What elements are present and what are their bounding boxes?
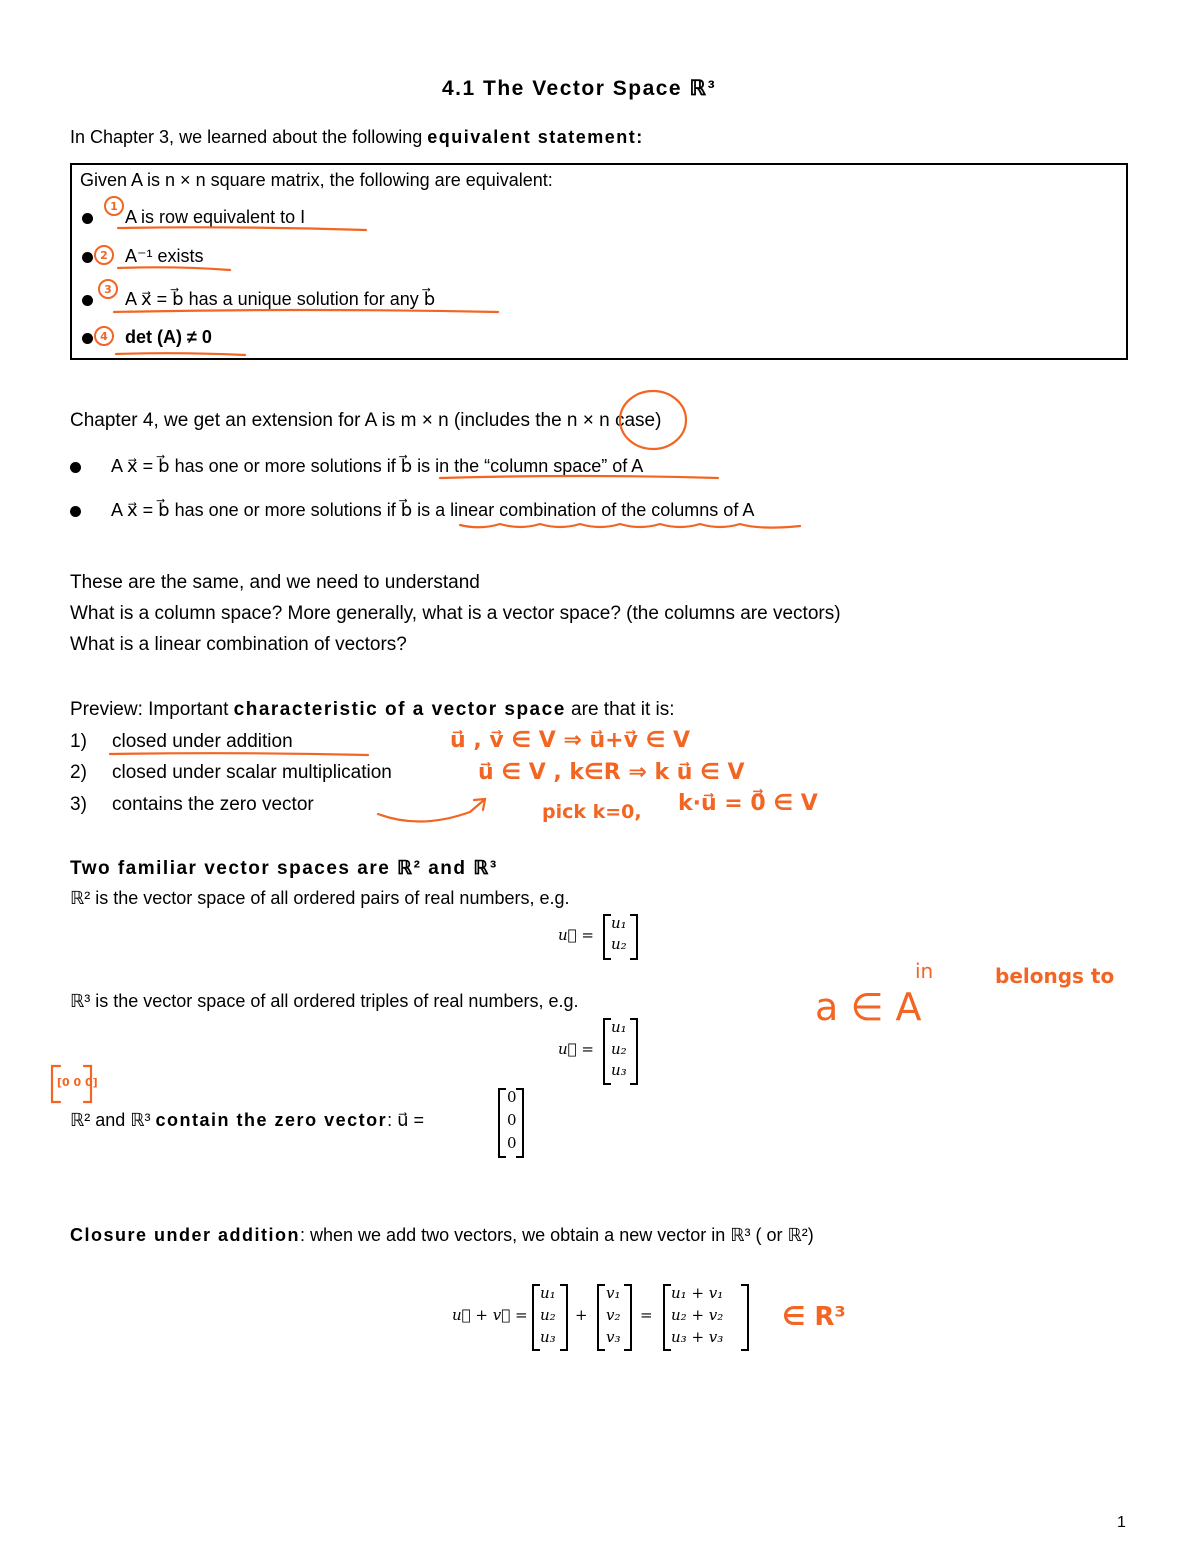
question-line: What is a column space? More generally, what is a vector space? (the columns are vectors) — [70, 603, 841, 624]
closure-line: Closure under addition: when we add two vectors, we obtain a new vector in ℝ³ ( or ℝ²) — [70, 1225, 814, 1245]
handwritten-in: in — [915, 959, 934, 983]
matrix-entry: u₃ — [611, 1061, 627, 1079]
matrix-entry: u₁ — [611, 914, 627, 932]
bracket-mark — [84, 1066, 91, 1102]
preview-suffix: are that it is: — [565, 699, 675, 720]
matrix-bracket-left — [603, 914, 611, 960]
bracket-mark — [52, 1066, 60, 1102]
handwritten-belongs-to: belongs to — [995, 964, 1115, 988]
bullet-icon — [82, 252, 93, 263]
matrix-bracket-right — [741, 1284, 749, 1351]
matrix-entry: u₂ — [611, 1040, 627, 1058]
box-heading: Given A is n × n square matrix, the following are equivalent: — [80, 170, 553, 190]
bullet-icon — [82, 333, 93, 344]
page-title: 4.1 The Vector Space ℝ³ — [442, 77, 717, 100]
matrix-entry: v₂ — [606, 1306, 621, 1324]
r2-text: ℝ² is the vector space of all ordered pairs of real numbers, e.g. — [70, 888, 570, 908]
circled-number: 3 — [104, 283, 112, 296]
bullet-icon — [82, 295, 93, 306]
matrix-bracket-left — [663, 1284, 671, 1351]
equivalence-box — [70, 163, 1128, 360]
plus-sign: + — [575, 1306, 588, 1324]
r3-text: ℝ³ is the vector space of all ordered triples of real numbers, e.g. — [70, 991, 579, 1011]
bullet-icon — [70, 506, 81, 517]
question-line: What is a linear combination of vectors? — [70, 634, 407, 655]
handwritten-zero-note: [0 0 0] — [57, 1076, 98, 1089]
handwritten-a-in-A: a ∈ A — [815, 985, 922, 1029]
question-line: These are the same, and we need to understand — [70, 572, 480, 593]
preview-bold: characteristic of a vector space — [233, 699, 566, 720]
matrix-entry: u₂ + v₂ — [671, 1306, 724, 1324]
chapter4-heading: Chapter 4, we get an extension for A is m × n (includes the n × n case) — [70, 410, 662, 431]
matrix-entry: 0 — [507, 1134, 517, 1152]
chapter4-bullet: A x⃗ = b⃗ has one or more solutions if b⃗ is in the “column space” of A — [70, 456, 643, 477]
u-label: u⃗ = — [558, 1040, 594, 1058]
matrix-bracket-right — [630, 914, 638, 960]
matrix-entry: u₂ — [540, 1306, 556, 1324]
zero-vector-line: ℝ² and ℝ³ contain the zero vector: u⃗ = — [70, 1110, 425, 1130]
matrix-bracket-right — [630, 1018, 638, 1085]
preview-item: 1) closed under addition — [70, 731, 293, 752]
matrix-entry: u₃ — [540, 1328, 556, 1346]
matrix-entry: 0 — [507, 1111, 517, 1129]
handwritten-pick-k: pick k=0, — [542, 801, 642, 823]
intro-bold: equivalent statement: — [427, 127, 644, 147]
bullet-icon — [70, 462, 81, 473]
closure-lhs: u⃗ + v⃗ = — [452, 1306, 528, 1324]
bullet-icon — [82, 213, 93, 224]
handwritten-in-r3: ∈ R³ — [782, 1302, 846, 1332]
handwritten-zero-rule: k·u⃗ = 0⃗ ∈ V — [678, 791, 818, 816]
familiar-heading: Two familiar vector spaces are ℝ² and ℝ³ — [70, 858, 498, 879]
matrix-entry: u₂ — [611, 935, 627, 953]
arrow-mark — [378, 800, 484, 822]
page-number: 1 — [1117, 1514, 1126, 1531]
matrix-bracket-left — [532, 1284, 540, 1351]
matrix-entry: u₁ — [611, 1018, 627, 1036]
box-item: det (A) ≠ 0 — [82, 327, 212, 348]
matrix-bracket-left — [603, 1018, 611, 1085]
matrix-entry: u₁ — [540, 1284, 556, 1302]
matrix-entry: u₁ + v₁ — [671, 1284, 724, 1302]
matrix-bracket-left — [498, 1088, 506, 1158]
matrix-bracket-left — [597, 1284, 605, 1351]
preview-item: 2) closed under scalar multiplication — [70, 762, 392, 783]
u-label: u⃗ = — [558, 926, 594, 944]
chapter4-bullet: A x⃗ = b⃗ has one or more solutions if b⃗ is a linear combination of the columns of A — [70, 500, 754, 521]
squiggle-mark — [460, 524, 800, 528]
matrix-entry: u₃ + v₃ — [671, 1328, 724, 1346]
circled-number: 1 — [110, 200, 118, 213]
intro-line — [70, 127, 644, 148]
box-item: A⁻¹ exists — [82, 246, 204, 267]
underline-mark — [110, 753, 368, 755]
handwritten-addition-rule: u⃗ , v⃗ ∈ V ⇒ u⃗+v⃗ ∈ V — [450, 728, 691, 753]
box-item: A is row equivalent to I — [82, 207, 305, 228]
intro-prefix: In Chapter 3, we learned about the following — [70, 127, 428, 147]
matrix-entry: v₁ — [606, 1284, 621, 1302]
arrow-head — [474, 799, 485, 810]
preview-item: 3) contains the zero vector — [70, 794, 314, 815]
matrix-bracket-right — [624, 1284, 632, 1351]
handwritten-scalar-rule: u⃗ ∈ V , k∈R ⇒ k u⃗ ∈ V — [478, 760, 745, 785]
circled-number: 4 — [100, 330, 108, 343]
matrix-bracket-right — [516, 1088, 524, 1158]
matrix-entry: v₃ — [606, 1328, 621, 1346]
equals-sign: = — [640, 1306, 653, 1324]
box-item: A x⃗ = b⃗ has a unique solution for any b⃗ — [82, 289, 435, 310]
matrix-entry: 0 — [507, 1088, 517, 1106]
matrix-bracket-right — [560, 1284, 568, 1351]
preview-line — [70, 699, 675, 721]
circled-number: 2 — [100, 249, 108, 262]
preview-prefix: Preview: Important — [70, 699, 234, 720]
